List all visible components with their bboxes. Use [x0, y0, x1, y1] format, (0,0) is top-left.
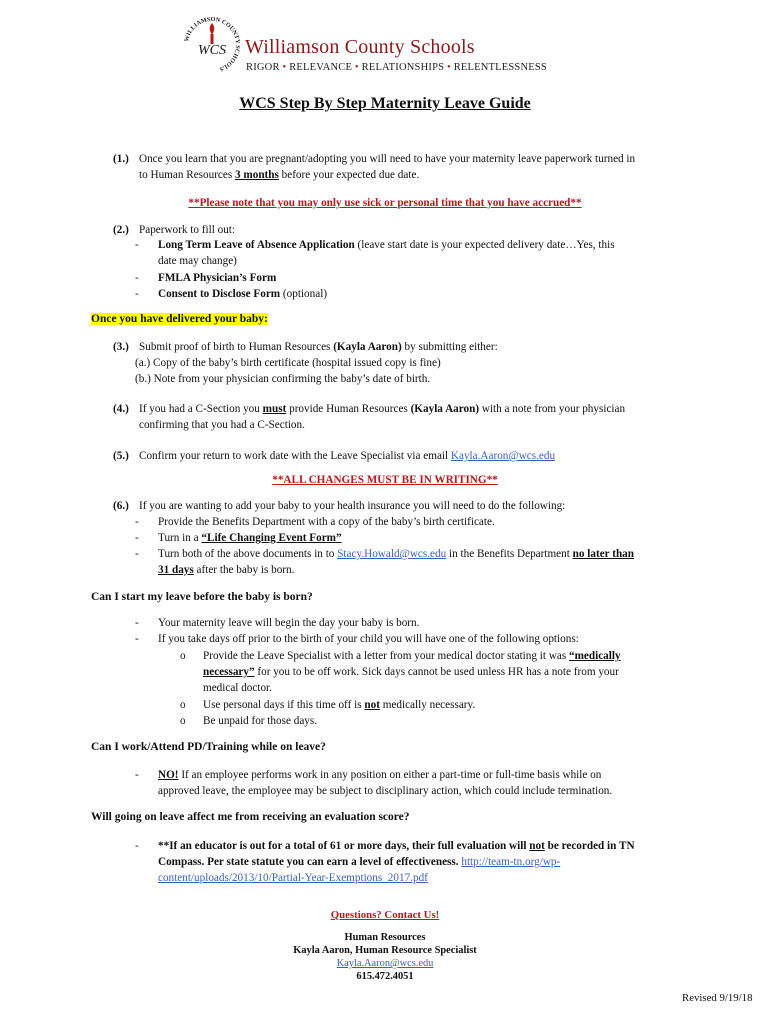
step-number: (1.)	[113, 153, 129, 165]
step-number: (3.)	[113, 341, 129, 353]
svg-text:WCS: WCS	[198, 43, 226, 58]
list-dash: -	[135, 288, 139, 300]
faq3-line1: **If an educator is out for a total of 61 or more days, their full evaluation will not be recorded in TN	[158, 840, 635, 852]
faq1-option1-cont: necessary” for you to be off work. Sick days cannot be used unless HR has a note from your	[203, 666, 619, 678]
contact-phone: 615.472.4051	[356, 971, 414, 982]
step5-line: Confirm your return to work date with the Leave Specialist via email Kayla.Aaron@wcs.edu	[139, 450, 556, 462]
faq1-item1: Your maternity leave will begin the day your baby is born.	[158, 617, 420, 629]
step2-intro: Paperwork to fill out:	[139, 224, 236, 236]
faq2-item-cont: approved leave, the employee may be subject to disciplinary action, which could include termination.	[158, 785, 613, 797]
delivered-heading: Once you have delivered your baby:	[91, 313, 268, 325]
list-dash: -	[135, 516, 139, 528]
svg-text:WILLIAMSON COUNTY SCHOOLS: WILLIAMSON COUNTY SCHOOLS	[183, 15, 242, 73]
step-number: (6.)	[113, 500, 129, 512]
faq-question: Can I start my leave before the baby is born?	[91, 591, 313, 603]
step6-item2: Turn in a “Life Changing Event Form”	[158, 532, 342, 544]
faq1-item2: If you take days off prior to the birth of your child you will have one of the following options:	[158, 633, 579, 645]
step3-line1: Submit proof of birth to Human Resources (Kayla Aaron) by submitting either:	[139, 341, 498, 353]
contact-email-link[interactable]: Kayla.Aaron@wcs.edu	[336, 958, 434, 969]
organization-name: Williamson County Schools	[245, 36, 475, 58]
faq-question: Can I work/Attend PD/Training while on leave?	[91, 741, 326, 753]
step-number: (4.)	[113, 403, 129, 415]
email-link[interactable]: Stacy.Howald@wcs.edu	[337, 548, 447, 560]
step2-item1: Long Term Leave of Absence Application (leave start date is your expected delivery date…Yes, this	[158, 239, 615, 251]
faq1-option3: Be unpaid for those days.	[203, 715, 318, 727]
list-dash: -	[135, 840, 139, 852]
faq-question: Will going on leave affect me from receiving an evaluation score?	[91, 811, 410, 823]
wcs-seal-logo	[181, 14, 243, 76]
changes-note: **ALL CHANGES MUST BE IN WRITING**	[272, 474, 498, 486]
step-number: (2.)	[113, 224, 129, 236]
contact-email-row	[0, 957, 770, 970]
faq1-option1-end: medical doctor.	[203, 682, 272, 694]
organization-tagline: RIGOR • RELEVANCE • RELATIONSHIPS • RELENTLESSNESS	[246, 62, 547, 73]
step4-line2: confirming that you had a C-Section.	[139, 419, 305, 431]
list-dash: -	[135, 532, 139, 544]
list-dash: -	[135, 239, 139, 251]
list-bullet: o	[180, 650, 186, 662]
email-link[interactable]: Kayla.Aaron@wcs.edu	[450, 450, 556, 462]
step2-item3: Consent to Disclose Form (optional)	[158, 288, 328, 300]
page-title: WCS Step By Step Maternity Leave Guide	[239, 95, 531, 112]
list-bullet: o	[180, 715, 186, 727]
faq2-item: NO! If an employee performs work in any position on either a part-time or full-time basis while on	[158, 769, 602, 781]
step6-item1: Provide the Benefits Department with a copy of the baby’s birth certificate.	[158, 516, 495, 528]
list-dash: -	[135, 617, 139, 629]
revised-date: Revised 9/19/18	[682, 992, 753, 1004]
step2-item2: FMLA Physician’s Form	[158, 272, 277, 284]
step6-intro: If you are wanting to add your baby to your health insurance you will need to do the following:	[139, 500, 566, 512]
step6-item3: Turn both of the above documents in to Stacy.Howald@wcs.edu in the Benefits Department no later than	[158, 548, 634, 560]
step2-item1-cont: date may change)	[158, 255, 237, 267]
list-dash: -	[135, 633, 139, 645]
contact-department: Human Resources	[344, 932, 426, 943]
step3-option-a: (a.) Copy of the baby’s birth certificate (hospital issued copy is fine)	[135, 357, 441, 369]
faq3-line3	[158, 870, 428, 886]
faq1-option2: Use personal days if this time off is not medically necessary.	[203, 699, 476, 711]
exemptions-link[interactable]: http://team-tn.org/wp-	[461, 856, 561, 868]
list-bullet: o	[180, 699, 186, 711]
step1-line2: to Human Resources 3 months before your expected due date.	[139, 169, 420, 181]
step4-line1: If you had a C-Section you must provide Human Resources (Kayla Aaron) with a note from your physician	[139, 403, 626, 415]
step-number: (5.)	[113, 450, 129, 462]
list-dash: -	[135, 272, 139, 284]
step1-line1: Once you learn that you are pregnant/adopting you will need to have your maternity leave paperwork turned in	[139, 153, 636, 165]
contact-heading: Questions? Contact Us!	[330, 909, 440, 921]
step6-item3-cont: 31 days after the baby is born.	[158, 564, 295, 576]
list-dash: -	[135, 548, 139, 560]
faq3-line2: Compass. Per state statute you can earn a level of effectiveness. http://team-tn.org/wp-	[158, 856, 561, 868]
faq1-option1: Provide the Leave Specialist with a letter from your medical doctor stating it was “medically	[203, 650, 621, 662]
step3-option-b: (b.) Note from your physician confirming the baby’s date of birth.	[135, 373, 431, 385]
sick-time-note: **Please note that you may only use sick or personal time that you have accrued**	[188, 197, 582, 209]
exemptions-link-cont[interactable]: content/uploads/2013/10/Partial-Year-Exemptions_2017.pdf	[158, 872, 428, 884]
contact-person: Kayla Aaron, Human Resource Specialist	[293, 945, 477, 956]
list-dash: -	[135, 769, 139, 781]
